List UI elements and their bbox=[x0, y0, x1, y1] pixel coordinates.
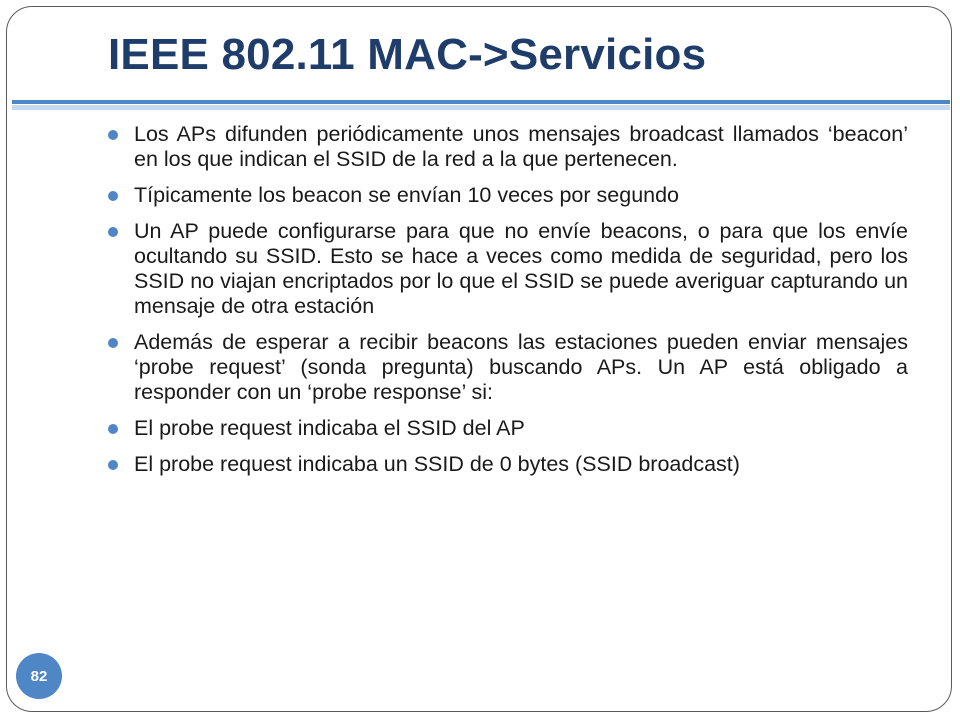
bullet-item bbox=[106, 183, 908, 208]
bullet-text: Los APs difunden periódicamente unos mensajes broadcast llamados ‘beacon’ en los que indican el SSID de la red a la que pertenecen. bbox=[134, 122, 908, 171]
bullet-item bbox=[106, 330, 908, 405]
bullet-text: El probe request indicaba un SSID de 0 bytes (SSID broadcast) bbox=[134, 452, 740, 476]
title-underline bbox=[12, 100, 950, 104]
page-number-badge: 82 bbox=[16, 653, 62, 699]
bullet-text: Además de esperar a recibir beacons las estaciones pueden enviar mensajes ‘probe request’ (sonda pregunta) buscando APs. Un AP está obligado a responder con un ‘probe response’ si: bbox=[134, 330, 908, 404]
bullet-dot-icon bbox=[108, 424, 118, 434]
bullet-item bbox=[106, 219, 908, 319]
bullet-text: Un AP puede configurarse para que no envíe beacons, o para que los envíe ocultando su SSID. Esto se hace a veces como medida de seguridad, pero los SSID no viajan encriptados por lo que el SSID se puede averiguar capturando un mensaje de otra estación bbox=[134, 219, 908, 318]
title-underline-shadow bbox=[12, 105, 950, 110]
bullet-dot-icon bbox=[108, 460, 118, 470]
bullet-item bbox=[106, 416, 908, 441]
bullet-item bbox=[106, 452, 908, 477]
bullet-text: Típicamente los beacon se envían 10 veces por segundo bbox=[134, 183, 680, 207]
bullet-list bbox=[106, 122, 908, 488]
bullet-dot-icon bbox=[108, 130, 118, 140]
slide-title: IEEE 802.11 MAC->Servicios bbox=[108, 30, 707, 79]
bullet-dot-icon bbox=[108, 191, 118, 201]
bullet-text: El probe request indicaba el SSID del AP bbox=[134, 416, 525, 440]
bullet-dot-icon bbox=[108, 338, 118, 348]
bullet-item bbox=[106, 122, 908, 172]
bullet-dot-icon bbox=[108, 227, 118, 237]
